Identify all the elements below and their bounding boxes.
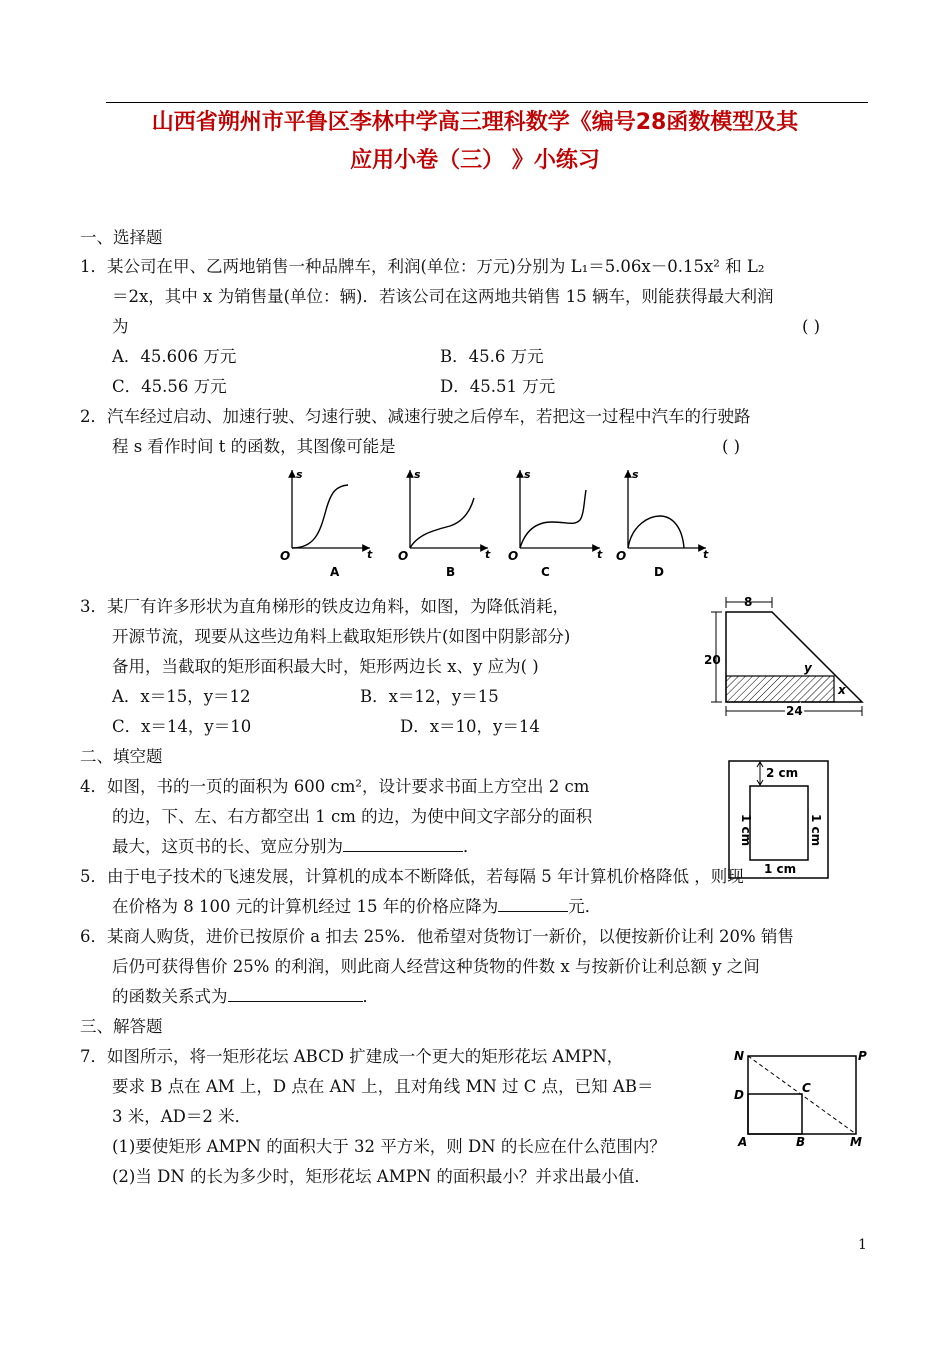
graph-c-label: C <box>541 565 550 579</box>
q3-option-c: C．x＝14，y＝10 <box>112 717 252 736</box>
q3-trapezoid-figure <box>700 594 870 719</box>
point-n: N <box>734 1049 745 1063</box>
graph-a <box>280 468 373 579</box>
graph-b-s-label: s <box>414 468 421 481</box>
title-line-1: 山西省朔州市平鲁区李林中学高三理科数学《编号28函数模型及其 <box>151 110 799 135</box>
label-y: y <box>804 661 812 675</box>
q7-sub-1: (1)要使矩形 AMPN 的面积大于 32 平方米，则 DN 的长应在什么范围内？ <box>112 1137 666 1156</box>
graph-b-curve <box>410 498 474 548</box>
q1-option-a: A．45.606 万元 <box>112 347 237 366</box>
dim-top-8: 8 <box>744 595 753 609</box>
q1-line-2: ＝2x，其中 x 为销售量(单位：辆)．若该公司在这两地共销售 15 辆车，则能获得最大利润 <box>112 287 774 306</box>
shaded-rectangle <box>726 676 834 702</box>
graph-c-origin: O <box>508 549 519 563</box>
graph-d-label: D <box>654 565 664 579</box>
q4-line-3-tail: ． <box>463 837 480 856</box>
graph-b-origin: O <box>398 549 409 563</box>
point-p: P <box>858 1049 867 1063</box>
label-x: x <box>838 683 846 697</box>
graph-b-t-label: t <box>485 548 491 561</box>
q3-line-2: 开源节流，现要从这些边角料上截取矩形铁片(如图中阴影部分) <box>112 627 571 646</box>
title-line-2: 应用小卷（三） 》小练习 <box>350 148 600 173</box>
graph-d-s-label: s <box>632 468 639 481</box>
margin-top-label: 2 cm <box>766 766 799 780</box>
q1-answer-paren: ( ) <box>802 317 821 336</box>
q3-option-a: A．x＝15，y＝12 <box>112 687 251 706</box>
graph-c-curve <box>520 490 586 548</box>
q2-line-1: 2．汽车经过启动、加速行驶、匀速行驶、减速行驶之后停车，若把这一过程中汽车的行驶路 <box>80 407 751 426</box>
q4-line-1: 4．如图，书的一页的面积为 600 cm²，设计要求书面上方空出 2 cm <box>80 777 590 796</box>
q1-option-b: B．45.6 万元 <box>440 347 544 366</box>
q3-option-b: B．x＝12，y＝15 <box>360 687 499 706</box>
q7-flowerbed-figure <box>728 1044 868 1148</box>
graph-a-s-label: s <box>296 468 303 481</box>
q6-answer-blank[interactable] <box>228 983 363 1002</box>
q2-graphs-figure <box>270 462 720 584</box>
section-heading-choice: 一、选择题 <box>80 228 163 247</box>
q3-option-d: D．x＝10，y＝14 <box>400 717 540 736</box>
margin-left-label: 1 cm <box>739 814 753 847</box>
graph-a-t-label: t <box>367 548 373 561</box>
rect-abcd <box>748 1094 802 1134</box>
document-title <box>80 104 870 180</box>
graph-d <box>616 468 709 579</box>
page-number: 1 <box>858 1237 867 1253</box>
graph-c-t-label: t <box>597 548 603 561</box>
q6-line-2: 后仍可获得售价 25% 的利润，则此商人经营这种货物的件数 x 与按新价让利总额 y 之间 <box>112 957 760 976</box>
q1-line-1: 1．某公司在甲、乙两地销售一种品牌车，利润(单位：万元)分别为 L₁＝5.06x－0.15x² 和 L₂ <box>80 257 765 276</box>
graph-b-label: B <box>446 565 456 579</box>
q7-line-3: 3 米，AD＝2 米． <box>112 1107 252 1126</box>
dim-left-20: 20 <box>704 653 721 667</box>
q6-line-1: 6．某商人购货，进价已按原价 a 扣去 25%．他希望对货物订一新价，以便按新价让利 20% 销售 <box>80 927 794 946</box>
q7-line-1: 7．如图所示，将一矩形花坛 ABCD 扩建成一个更大的矩形花坛 AMPN， <box>80 1047 624 1066</box>
section-heading-solve: 三、解答题 <box>80 1017 163 1036</box>
q6-line-3-text: 的函数关系式为 <box>112 987 228 1006</box>
q5-line-2 <box>112 892 601 922</box>
q5-answer-blank[interactable] <box>498 893 568 912</box>
point-d: D <box>734 1088 744 1102</box>
q6-line-3 <box>112 982 379 1012</box>
q3-line-3: 备用，当截取的矩形面积最大时，矩形两边长 x、y 应为( ) <box>112 657 539 676</box>
q6-line-3-tail: ． <box>362 987 379 1006</box>
q5-line-2-tail: 元． <box>568 897 602 916</box>
q4-line-3-text: 最大，这页书的长、宽应分别为 <box>112 837 343 856</box>
q2-answer-paren: ( ) <box>722 437 741 456</box>
graph-d-curve <box>628 516 684 548</box>
graph-c-s-label: s <box>524 468 531 481</box>
point-c: C <box>802 1081 811 1095</box>
q1-option-d: D．45.51 万元 <box>440 377 556 396</box>
dim-bottom-24: 24 <box>786 704 803 718</box>
q7-sub-2: (2)当 DN 的长为多少时，矩形花坛 AMPN 的面积最小？并求出最小值． <box>112 1167 651 1186</box>
q4-line-2: 的边，下、左、右方都空出 1 cm 的边，为使中间文字部分的面积 <box>112 807 593 826</box>
point-m: M <box>850 1135 862 1148</box>
title-rule <box>106 102 868 103</box>
graph-d-t-label: t <box>703 548 709 561</box>
graph-a-origin: O <box>280 549 291 563</box>
margin-bottom-label: 1 cm <box>764 862 797 876</box>
graph-a-curve <box>292 485 348 548</box>
q1-option-c: C．45.56 万元 <box>112 377 227 396</box>
q2-line-2: 程 s 看作时间 t 的函数，其图像可能是 <box>112 437 396 456</box>
point-a: A <box>738 1135 748 1148</box>
q4-line-3 <box>112 832 480 862</box>
margin-right-label: 1 cm <box>809 814 823 847</box>
q1-line-3: 为 <box>112 317 129 336</box>
graph-d-origin: O <box>616 549 627 563</box>
section-heading-fill: 二、填空题 <box>80 747 163 766</box>
graph-a-label: A <box>330 565 340 579</box>
q5-line-1: 5．由于电子技术的飞速发展，计算机的成本不断降低，若每隔 5 年计算机价格降低 ，则现 <box>80 867 744 886</box>
q5-line-2-text: 在价格为 8 100 元的计算机经过 15 年的价格应降为 <box>112 897 499 916</box>
q7-line-2: 要求 B 点在 AM 上，D 点在 AN 上，且对角线 MN 过 C 点，已知 AB＝ <box>112 1077 654 1096</box>
q4-answer-blank[interactable] <box>343 833 463 852</box>
graph-c <box>508 468 603 579</box>
q3-line-1: 3．某厂有许多形状为直角梯形的铁皮边角料，如图，为降低消耗， <box>80 597 569 616</box>
graph-b <box>398 468 491 579</box>
point-b: B <box>796 1135 806 1148</box>
